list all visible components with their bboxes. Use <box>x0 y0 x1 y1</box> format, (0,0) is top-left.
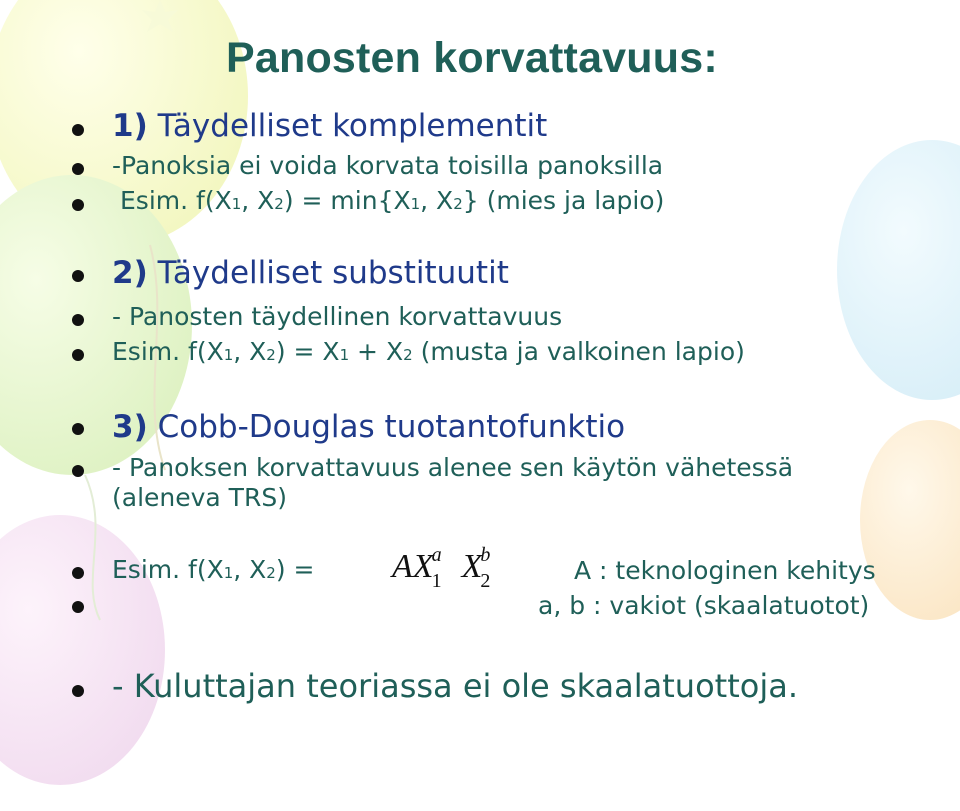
subscript: 1 <box>223 564 234 582</box>
slide-title: Panosten korvattavuus: <box>226 34 718 82</box>
subscript: 2 <box>403 346 413 364</box>
subscript: 2 <box>274 195 284 213</box>
bullet-icon <box>72 423 84 435</box>
formula-symbol: X <box>412 548 434 585</box>
example-text: ) = <box>275 555 315 584</box>
section-2-heading <box>112 255 509 291</box>
bullet-icon <box>72 349 84 361</box>
section-1-heading <box>112 108 547 144</box>
section-2-description: - Panosten täydellinen korvattavuus <box>112 302 563 331</box>
formula-subscript: 1 <box>431 570 442 592</box>
subscript: 2 <box>453 195 463 213</box>
subscript: 1 <box>410 195 421 213</box>
bullet-icon <box>72 685 84 697</box>
formula-superscript: a <box>431 544 442 566</box>
subscript: 2 <box>266 564 276 582</box>
bullet-icon <box>72 465 84 477</box>
section-1-description: -Panoksia ei voida korvata toisilla panoksilla <box>112 151 664 180</box>
subscript: 1 <box>231 195 242 213</box>
bullet-icon <box>72 124 84 136</box>
section-3-example <box>112 555 314 584</box>
formula-symbol: A <box>392 548 413 585</box>
example-text: Esim. f(X <box>112 555 224 584</box>
footer-note: - Kuluttajan teoriassa ei ole skaalatuottoja. <box>112 667 798 705</box>
example-text: (musta ja valkoinen lapio) <box>412 337 745 366</box>
section-number: 3) <box>112 409 148 445</box>
formula-superscript: b <box>480 544 491 566</box>
subscript: 1 <box>339 346 350 364</box>
formula-note-a: A : teknologinen kehitys <box>574 556 876 585</box>
section-heading-text: Täydelliset substituutit <box>147 255 509 291</box>
example-text: , X <box>233 337 267 366</box>
subscript: 1 <box>223 346 234 364</box>
example-text: + X <box>349 337 404 366</box>
section-3-description-cont: (aleneva TRS) <box>112 483 287 512</box>
bullet-icon <box>72 567 84 579</box>
formula-symbol: X <box>461 548 483 585</box>
example-text: , X <box>241 186 275 215</box>
section-heading-text: Cobb-Douglas tuotantofunktio <box>147 409 626 445</box>
bullet-icon <box>72 314 84 326</box>
section-heading-text: Täydelliset komplementit <box>147 108 548 144</box>
bullet-icon <box>72 199 84 211</box>
cobb-douglas-formula <box>392 544 502 592</box>
example-text: } (mies ja lapio) <box>462 186 665 215</box>
section-2-example <box>112 337 745 366</box>
formula-note-ab: a, b : vakiot (skaalatuotot) <box>538 591 870 620</box>
bullet-icon <box>72 270 84 282</box>
example-text: ) = min{X <box>283 186 411 215</box>
section-3-description: - Panoksen korvattavuus alenee sen käytön vähetessä <box>112 453 794 482</box>
formula-subscript: 2 <box>480 570 491 592</box>
example-text: Esim. f(X <box>120 186 232 215</box>
example-text: Esim. f(X <box>112 337 224 366</box>
example-text: ) = X <box>275 337 340 366</box>
section-1-example <box>120 186 664 215</box>
bullet-icon <box>72 601 84 613</box>
subscript: 2 <box>266 346 276 364</box>
example-text: , X <box>420 186 454 215</box>
section-number: 2) <box>112 255 148 291</box>
section-number: 1) <box>112 108 148 144</box>
section-3-heading <box>112 409 625 445</box>
example-text: , X <box>233 555 267 584</box>
bullet-icon <box>72 163 84 175</box>
